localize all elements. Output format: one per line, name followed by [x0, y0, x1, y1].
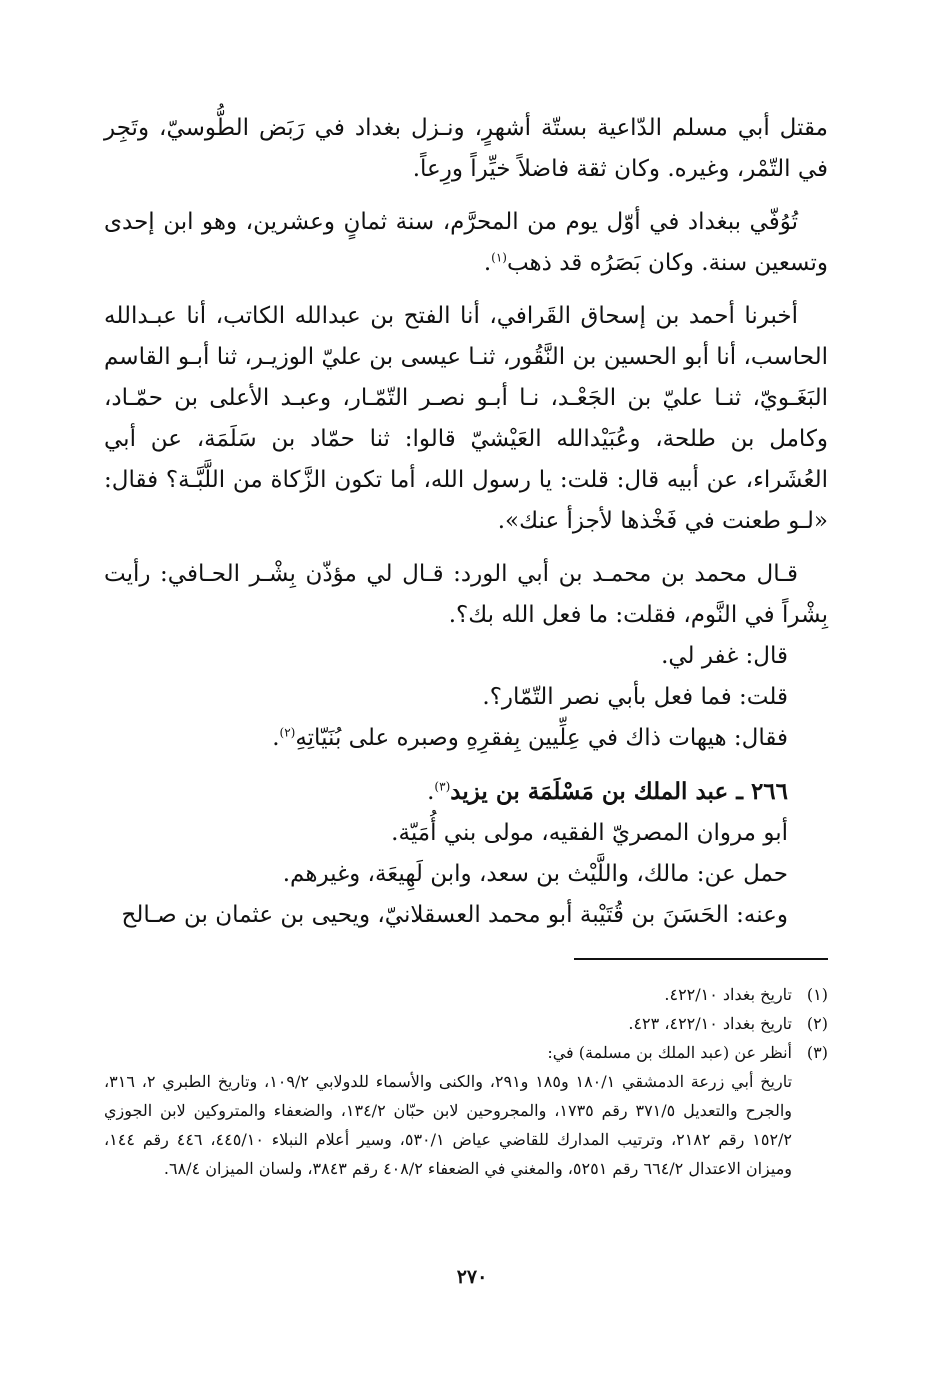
- entry-line-3: وعنه: الحَسَنَ بن قُتَيْبة أبو محمد العسقلانيّ، ويحيى بن عثمان بن صـالح: [121, 902, 788, 928]
- entry-heading-text: ٢٦٦ ـ عبد الملك بن مَسْلَمَة بن يزيد: [450, 778, 788, 805]
- main-text: [104, 108, 828, 936]
- footnote-3: [104, 1038, 828, 1067]
- dialogue-line-2: قلت: فما فعل بأبي نصر التّمّار؟.: [482, 684, 788, 710]
- entry-heading-end: .: [427, 779, 435, 805]
- footnote-2-text: تاريخ بغداد ٤٢٢/١٠، ٤٢٣.: [628, 1014, 792, 1033]
- footnote-1-text: تاريخ بغداد ٤٢٢/١٠.: [664, 985, 792, 1004]
- footnote-separator: [574, 958, 828, 960]
- dialogue-line-3-text: فقال: هيهات ذاك في عِلِّيين بِفقرِهِ وصبره على بُنَيّاتِهِ: [295, 725, 788, 751]
- footnote-3-sources: تاريخ أبي زرعة الدمشقي ١٨٠/١ و١٨٥ و٢٩١، والكنى والأسماء للدولابي ١٠٩/٢، وتاريخ الطبري ٢، ٣١٦، والجرح والتعديل ٣٧١/٥ رقم ١٧٣٥، والمجروحين لابن حبّان ١٣٤/٢، والضعفاء والمتروكين لابن الجوزي ١٥٢/٢ رقم ٢١٨٢، وترتيب المدارك للقاضي عياض ٥٣٠/١، وسير أعلام النبلاء ٤٤٥/١٠، ٤٤٦ رقم ١٤٤، وميزان الاعتدال ٦٦٤/٢ رقم ٥٢٥١، والمغني في الضعفاء ٤٠٨/٢ رقم ٣٨٤٣، ولسان الميزان ٦٨/٤.: [104, 1072, 793, 1178]
- paragraph-3: أخبرنا أحمد بن إسحاق القَرافي، أنا الفتح بن عبدالله الكاتب، أنا عبـدالله الحاسب، أنا أبو الحسين بن النَّقُور، ثنـا عيسى بن عليّ الوزيـر، ثنا أبـو القاسم البَغَـويّ، ثنـا عليّ بن الجَعْـد، نـا أبـو نصـر التّمّـار، وعبـد الأعلى بن حمّـاد، وكامل بن طلحة، وعُبَيْدالله العَيْشيّ قالوا: ثنا حمّاد بن سَلَمَة، عن أبي العُشَراء، عن أبيه قال: قلت: يا رسول الله، أما تكون الزَّكاة من اللَّبَّـة؟ فقال: «لـو طعنت في فَخْذها لأجزأ عنك».: [104, 303, 828, 534]
- paragraph-4: قـال محمد بن محمـد بن أبي الورد: قـال لي مؤذّن بِشْـر الحـافي: رأيت بِشْراً في النَّوم، فقلت: ما فعل الله بك؟.: [104, 561, 828, 628]
- footnote-1-number: (١): [806, 985, 828, 1004]
- footnote-ref-2: (٢): [279, 725, 296, 740]
- dialogue-line-1: قال: غفر لي.: [661, 643, 788, 669]
- footnote-3-text: أنظر عن (عبد الملك بن مسلمة) في:: [547, 1043, 792, 1062]
- dialogue-line-3-end: .: [272, 725, 280, 751]
- paragraph-1: مقتل أبي مسلم الدّاعية بستّة أشهرٍ، ونـزل بغداد في رَبَض الطُّوسيّ، وتَجِر في التّمْر، وغيره. وكان ثقة فاضلاً خيِّراً ورِعاً.: [104, 115, 828, 182]
- footnote-3-number: (٣): [806, 1043, 828, 1062]
- footnote-ref-3: (٣): [434, 779, 451, 794]
- footnote-1: [104, 980, 828, 1009]
- paragraph-2-end: .: [483, 250, 492, 276]
- footnotes: [104, 980, 828, 1183]
- page-number: ٢٧٠: [456, 1266, 488, 1288]
- footnote-ref-1: (١): [491, 250, 507, 265]
- footnote-2: [104, 1009, 828, 1038]
- dialogue-line-3: [104, 718, 828, 759]
- paragraph-2: [104, 202, 828, 284]
- footnote-2-number: (٢): [806, 1014, 828, 1033]
- entry-line-2: حمل عن: مالك، واللَّيْث بن سعد، وابن لَهِيعَة، وغيرهم.: [282, 861, 788, 887]
- entry-heading: [104, 771, 828, 813]
- entry-line-1: أبو مروان المصريّ الفقيه، مولى بني أُمَيّة.: [391, 820, 788, 846]
- paragraph-2-text: تُوُفّي ببغداد في أوّل يوم من المحرَّم، سنة ثمانٍ وعشرين، وهو ابن إحدى وتسعين سنة. وكان بَصَرُه قد ذهب: [104, 209, 828, 276]
